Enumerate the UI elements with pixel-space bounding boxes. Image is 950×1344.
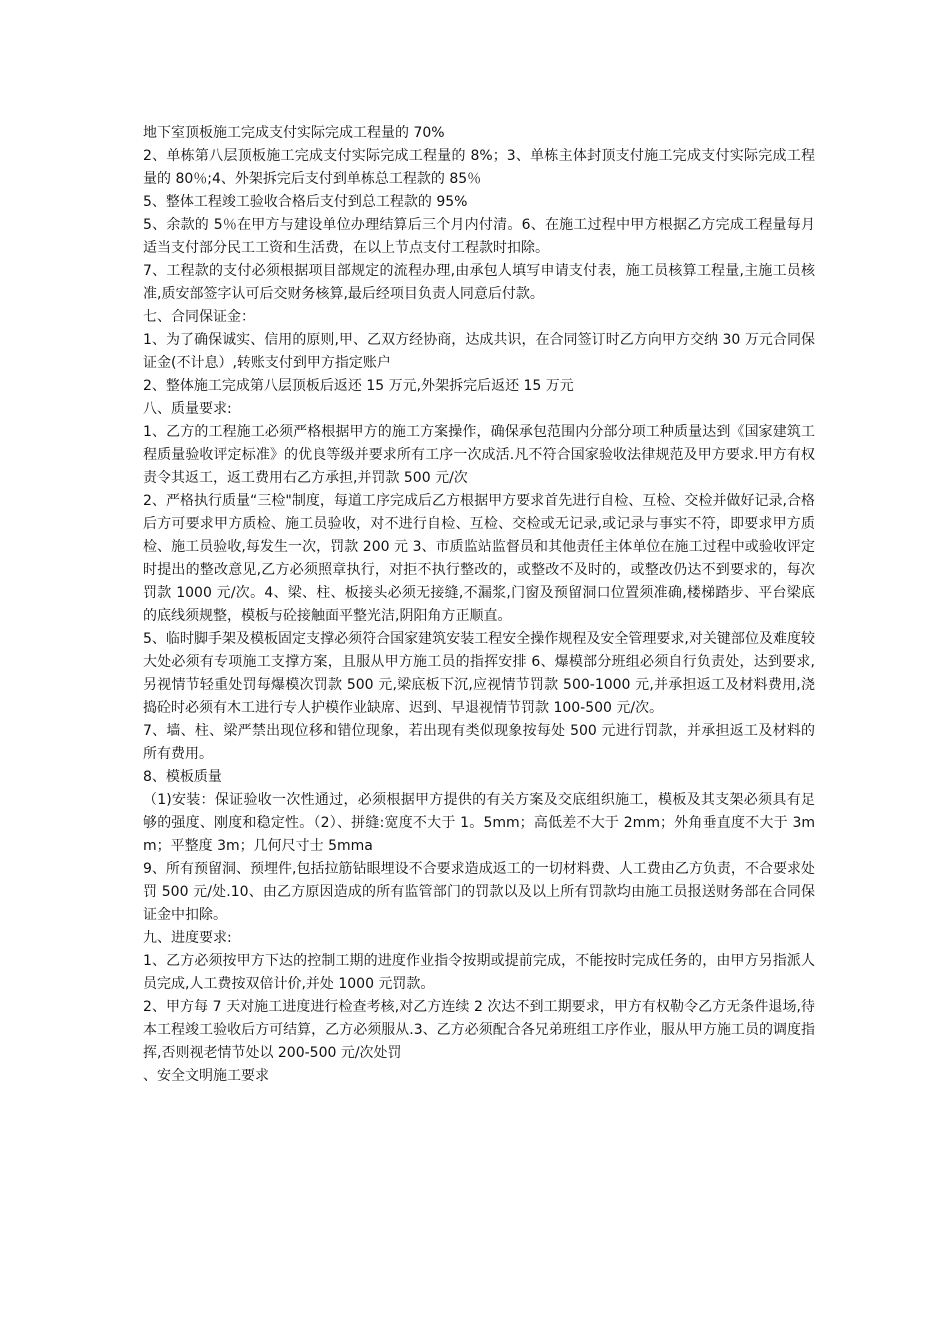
payment-procedure: 7、工程款的支付必须根据项目部规定的流程办理,由承包人填写申请支付表，施工员核算工程量,主施工员核准,质安部签字认可后交财务核算,最后经项目负责人同意后付款。 bbox=[143, 263, 815, 302]
deposit-clause-1: 1、为了确保诚实、信用的原则,甲、乙双方经协商，达成共识，在合同签订时乙方向甲方交纳 30 万元合同保证金(不计息）,转账支付到甲方指定账户 bbox=[143, 332, 815, 371]
section-heading-deposit: 七、合同保证金： bbox=[143, 309, 255, 325]
schedule-clause-1: 1、乙方必须按甲方下达的控制工期的进度作业指令按期或提前完成，不能按时完成任务的，由甲方另指派人员完成,人工费按双倍计价,并处 1000 元罚款。 bbox=[143, 953, 815, 992]
section-heading-quality: 八、质量要求: bbox=[143, 401, 232, 417]
payment-completion: 5、整体工程竣工验收合格后支付到总工程款的 95% bbox=[143, 194, 468, 210]
deposit-clause-2: 2、整体施工完成第八层顶板后返还 15 万元,外架拆完后返还 15 万元 bbox=[143, 378, 574, 394]
quality-clause-2: 2、严格执行质量“三检"制度，每道工序完成后乙方根据甲方要求首先进行自检、互检、交检并做好记录,合格后方可要求甲方质检、施工员验收，对不进行自检、互检、交检或无记录,或记录与事实不符，即要求甲方质检、施工员验收,每发生一次，罚款 200 元 3、市质监站监督员和其他责任主体单位在施工过程中或验收评定时提出的整改意见,乙方必须照章执行，对拒不执行整改的，或整改不及时的，或整改仍达不到要求的，每次罚款 1000 元/次。4、梁、柱、板接头必须无接缝,不漏浆,门窗及预留洞口位置须准确,楼梯踏步、平台梁底的底线须规整，模板与砼接触面平整光洁,阴阳角方正顺直。 bbox=[143, 493, 815, 624]
quality-clause-5: 5、临时脚手架及模板固定支撑必须符合国家建筑安装工程安全操作规程及安全管理要求,对关键部位及难度较大处必须有专项施工支撑方案，且服从甲方施工员的指挥安排 6、爆模部分班组必须自行负责处，达到要求,另视情节轻重处罚每爆模次罚款 500 元,梁底板下沉,应视情节罚款 500-1000 元,并承担返工及材料费用,浇捣砼时必须有木工进行专人护模作业缺席、迟到、早退视情节罚款 100-500 元/次。 bbox=[143, 631, 815, 716]
quality-clause-1: 1、乙方的工程施工必须严格根据甲方的施工方案操作，确保承包范围内分部分项工种质量达到《国家建筑工程质量验收评定标准》的优良等级并要求所有工序一次成活.凡不符合国家验收法律规范及甲方要求.甲方有权责令其返工，返工费用右乙方承担,并罚款 500 元/次 bbox=[143, 424, 815, 486]
formwork-installation: （1)安装：保证验收一次性通过，必须根据甲方提供的有关方案及交底组织施工，模板及其支架必须具有足够的强度、刚度和稳定性。（2）、拼缝:宽度不大于 1。5mm；高低差不大于 2mm；外角垂直度不大于 3mm；平整度 3m；几何尺寸士 5mma bbox=[143, 792, 815, 854]
document-body bbox=[143, 122, 815, 1088]
payment-eighth-floor: 2、单栋第八层顶板施工完成支付实际完成工程量的 8%；3、单栋主体封顶支付施工完成支付实际完成工程量的 80％;4、外架拆完后支付到单栋总工程款的 85％ bbox=[143, 148, 815, 187]
quality-heading-formwork: 8、模板质量 bbox=[143, 769, 222, 785]
payment-basement-roof: 地下室顶板施工完成支付实际完成工程量的 70% bbox=[143, 125, 445, 141]
section-heading-schedule: 九、进度要求: bbox=[143, 930, 232, 946]
payment-balance: 5、余款的 5％在甲方与建设单位办理结算后三个月内付清。6、在施工过程中甲方根据乙方完成工程量每月适当支付部分民工工资和生活费，在以上节点支付工程款时扣除。 bbox=[143, 217, 815, 256]
schedule-clause-2: 2、甲方每 7 天对施工进度进行检查考核,对乙方连续 2 次达不到工期要求，甲方有权勒令乙方无条件退场,待本工程竣工验收后方可结算，乙方必须服从.3、乙方必须配合各兄弟班组工序作业，服从甲方施工员的调度指挥,否则视老情节处以 200-500 元/次处罚 bbox=[143, 999, 815, 1061]
section-heading-safety: 、安全文明施工要求 bbox=[143, 1068, 269, 1084]
quality-clause-7: 7、墙、柱、梁严禁出现位移和错位现象，若出现有类似现象按每处 500 元进行罚款，并承担返工及材料的所有费用。 bbox=[143, 723, 815, 762]
quality-clause-9: 9、所有预留洞、预埋件,包括拉筋钻眼埋设不合要求造成返工的一切材料费、人工费由乙方负责，不合要求处罚 500 元/处.10、由乙方原因造成的所有监管部门的罚款以及以上所有罚款均由施工员报送财务部在合同保证金中扣除。 bbox=[143, 861, 815, 923]
